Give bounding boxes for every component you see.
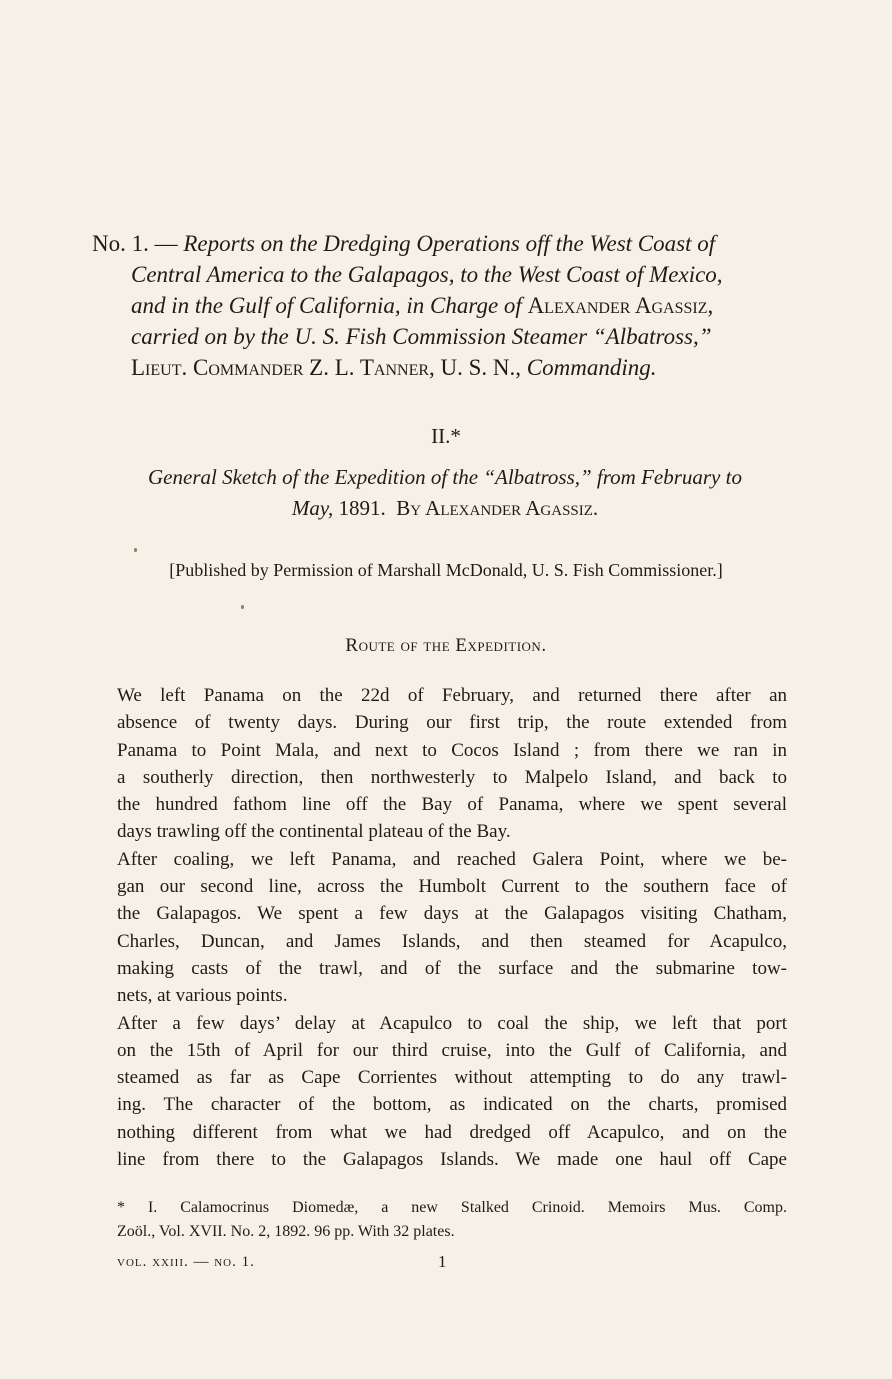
- body-line: After coaling, we left Panama, and reached Galera Point, where we be-: [117, 848, 787, 870]
- body-line: the hundred fathom line off the Bay of Panama, where we spent several: [117, 794, 787, 816]
- commander-name: Lieut. Commander Z. L. Tanner, U. S. N.,: [131, 355, 522, 380]
- body-line: After a few days’ delay at Acapulco to coal the ship, we left that port: [117, 1012, 787, 1034]
- author-name: Alexander Agassiz,: [527, 293, 714, 318]
- heading-line-3: [92, 290, 802, 321]
- heading-text-3: and in the Gulf of California, in Charge of: [131, 293, 522, 318]
- report-heading: [92, 228, 802, 383]
- body-line: nothing different from what we had dredged off Acapulco, and on the: [117, 1121, 787, 1143]
- body-line: line from there to the Galapagos Islands. We made one haul off Cape: [117, 1149, 787, 1171]
- report-number: No. 1. —: [92, 231, 178, 256]
- body-line: ing. The character of the bottom, as indicated on the charts, promised: [117, 1094, 787, 1116]
- subtitle: [100, 462, 790, 524]
- heading-text-4: carried on by the U. S. Fish Commission Steamer “Albatross,”: [131, 324, 712, 349]
- body-line: steamed as far as Cape Corrientes without attempting to do any trawl-: [117, 1067, 787, 1089]
- footnote-line: * I. Calamocrinus Diomedæ, a new Stalked Crinoid. Memoirs Mus. Comp.: [117, 1199, 787, 1216]
- page-speck: [241, 605, 244, 609]
- body-text: [117, 682, 787, 1173]
- body-line: on the 15th of April for our third cruise, into the Gulf of California, and: [117, 1039, 787, 1061]
- heading-text-5: Commanding.: [526, 355, 657, 380]
- subtitle-year: 1891.: [338, 496, 386, 520]
- page-number: 1: [438, 1252, 447, 1271]
- body-line: We left Panama on the 22d of February, and returned there after an: [117, 685, 787, 706]
- body-line: days trawling off the continental plateau of the Bay.: [117, 821, 511, 843]
- body-line: Charles, Duncan, and James Islands, and then steamed for Acapulco,: [117, 930, 787, 952]
- heading-line-4: [92, 321, 802, 352]
- heading-line-2: [92, 259, 802, 290]
- part-number: II.*: [431, 424, 461, 448]
- body-line: absence of twenty days. During our first trip, the route extended from: [117, 712, 787, 734]
- page-speck: [134, 548, 137, 552]
- body-line: the Galapagos. We spent a few days at the Galapagos visiting Chatham,: [117, 903, 787, 925]
- body-line: gan our second line, across the Humbolt Current to the southern face of: [117, 876, 787, 898]
- heading-text-2: Central America to the Galapagos, to the West Coast of Mexico,: [131, 262, 723, 287]
- heading-text-1: Reports on the Dredging Operations off the West Coast of: [183, 231, 716, 256]
- body-line: Panama to Point Mala, and next to Cocos Island ; from there we ran in: [117, 739, 787, 761]
- footnote-line: Zoöl., Vol. XVII. No. 2, 1892. 96 pp. With 32 plates.: [117, 1223, 455, 1240]
- body-line: nets, at various points.: [117, 985, 288, 1007]
- subtitle-line-1: General Sketch of the Expedition of the “Albatross,” from February to: [148, 465, 742, 489]
- subtitle-author: By Alexander Agassiz.: [396, 496, 599, 520]
- body-line: making casts of the trawl, and of the surface and the submarine tow-: [117, 957, 787, 979]
- subtitle-month: May,: [291, 496, 334, 520]
- permission-note: [Published by Permission of Marshall McDonald, U. S. Fish Commissioner.]: [169, 560, 723, 580]
- heading-line-1: [92, 228, 802, 259]
- section-title: Route of the Expedition.: [345, 635, 547, 656]
- body-line: a southerly direction, then northwesterly to Malpelo Island, and back to: [117, 766, 787, 788]
- heading-line-5: [92, 352, 802, 383]
- footnote: [117, 1196, 787, 1244]
- volume-signature: vol. xxiii. — no. 1.: [117, 1254, 255, 1270]
